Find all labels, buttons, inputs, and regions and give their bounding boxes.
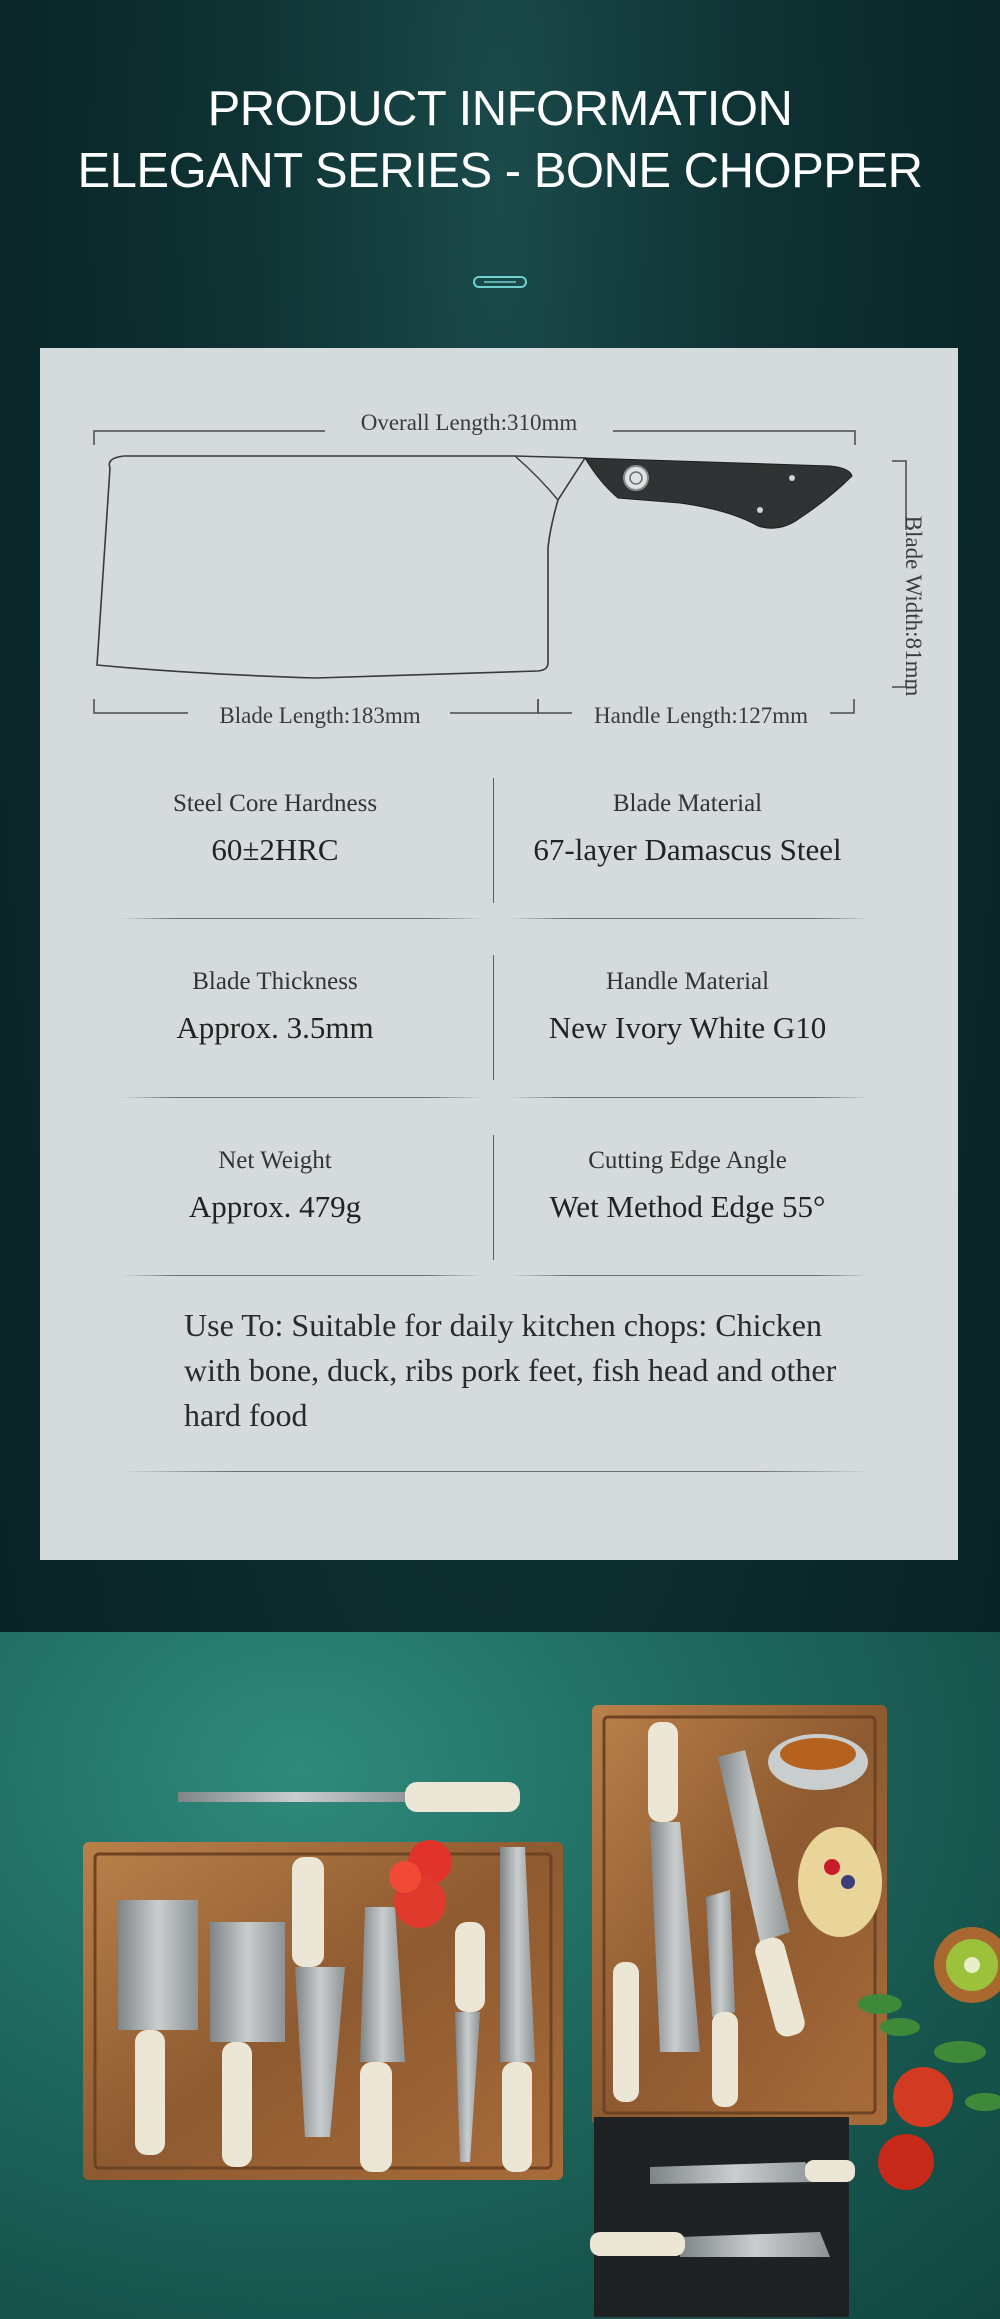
use-to-text: Use To: Suitable for daily kitchen chops: Chicken with bone, duck, ribs pork feet, fish head and other hard food [184,1307,837,1433]
overall-length-label: Overall Length:310mm [360,410,578,435]
spec-value: New Ivory White G10 [548,1010,827,1045]
title-line-1: PRODUCT INFORMATION [207,82,793,136]
blade-length-label: Blade Length:183mm [219,703,421,728]
kiwi-bowl-icon [934,1927,1000,2003]
page-title [0,78,1000,202]
spec-label: Net Weight [218,1147,332,1174]
spec-edge-angle [510,1145,865,1227]
spec-value: Wet Method Edge 55° [549,1189,826,1224]
spec-net-weight [125,1145,425,1227]
honing-rod-icon [178,1782,520,1812]
handle-length-label: Handle Length:127mm [594,703,808,728]
sauce-boat-icon [768,1734,868,1790]
knife-dimension-diagram [40,348,958,748]
spec-label: Handle Material [605,968,770,995]
row-divider [510,918,870,919]
blade-width-label: Blade Width:81mm [901,515,926,697]
spec-value: 67-layer Damascus Steel [533,832,842,867]
row-divider [510,1275,870,1276]
spec-blade-material [510,788,865,870]
slate-board [594,2117,849,2317]
spec-blade-thickness [125,966,425,1048]
apple-icon [878,2067,953,2190]
column-divider [493,1135,494,1260]
spec-value: Approx. 479g [188,1189,362,1224]
row-divider [120,918,482,919]
row-divider [120,1275,482,1276]
spec-value: Approx. 3.5mm [176,1010,374,1045]
spec-label: Steel Core Hardness [172,790,378,817]
spec-value: 60±2HRC [211,832,339,867]
bottom-divider [120,1471,870,1472]
spec-label: Blade Thickness [192,968,358,995]
row-divider [510,1097,870,1098]
cleaver-outline-icon [97,456,852,678]
ornament-divider-icon [470,274,530,290]
spec-card [40,348,958,1560]
knife-set-photo [0,1632,1000,2319]
spec-handle-material [510,966,865,1048]
title-line-2: ELEGANT SERIES - BONE CHOPPER [77,144,923,198]
column-divider [493,778,494,903]
row-divider [120,1097,482,1098]
column-divider [493,955,494,1080]
dessert-plate-icon [798,1827,882,1937]
spec-label: Cutting Edge Angle [588,1147,787,1174]
spec-hardness [125,788,425,870]
spec-label: Blade Material [612,790,763,817]
